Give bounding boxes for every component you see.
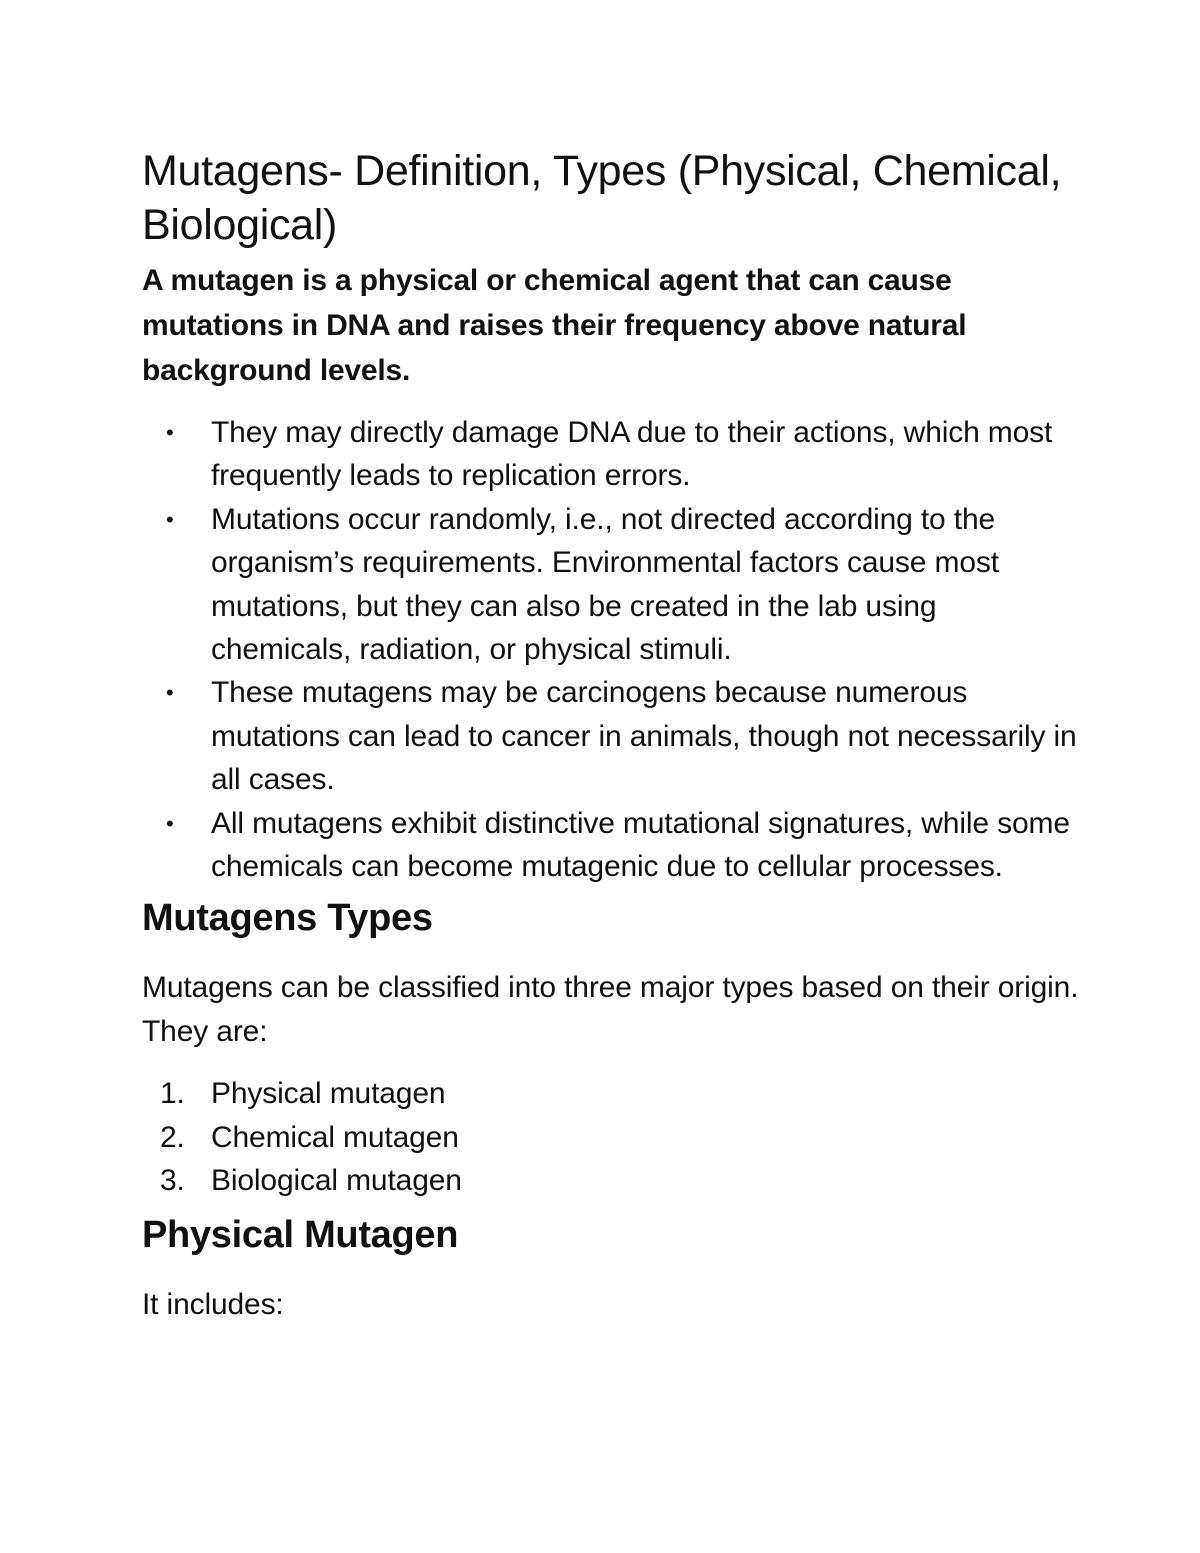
list-number: 3. xyxy=(160,1164,185,1198)
list-item-text: All mutagens exhibit distinctive mutational signatures, while some chemicals can become mutagenic due to cellular processes. xyxy=(211,806,1070,884)
list-item-text: Mutations occur randomly, i.e., not directed according to the organism’s requirements. Environmental factors cause most mutations, but they can also be created in the lab using chemicals, radiation, or physical stimuli. xyxy=(211,502,999,667)
list-item-text: They may directly damage DNA due to their actions, which most frequently leads to replication errors. xyxy=(211,416,1053,493)
list-item xyxy=(142,671,1082,801)
bullet-marker: • xyxy=(166,420,174,445)
numbered-list-item xyxy=(142,1159,1082,1202)
list-item xyxy=(142,411,1082,498)
list-item xyxy=(142,802,1082,889)
bullet-marker: • xyxy=(166,810,174,836)
numbered-list-item xyxy=(142,1116,1082,1159)
bullet-marker: • xyxy=(166,506,174,532)
physical-intro-paragraph: It includes: xyxy=(142,1287,284,1321)
bullet-list xyxy=(142,411,1082,888)
bullet-marker: • xyxy=(166,680,174,706)
definition-paragraph: A mutagen is a physical or chemical agent that can cause mutations in DNA and raises their frequency above natural background levels. xyxy=(142,264,967,387)
list-item xyxy=(142,498,1082,672)
list-item-text: Physical mutagen xyxy=(211,1077,446,1111)
types-intro-paragraph: Mutagens can be classified into three major types based on their origin. They are: xyxy=(142,971,1079,1049)
numbered-list-item xyxy=(142,1072,1082,1115)
list-number: 1. xyxy=(160,1077,185,1111)
section-heading-physical: Physical Mutagen xyxy=(142,1213,459,1256)
section-heading-types: Mutagens Types xyxy=(142,897,433,940)
document-content xyxy=(142,144,1082,1327)
page-title: Mutagens- Definition, Types (Physical, Chemical, Biological) xyxy=(142,147,1062,249)
list-item-text: Biological mutagen xyxy=(211,1164,462,1198)
list-number: 2. xyxy=(160,1120,185,1154)
list-item-text: These mutagens may be carcinogens because numerous mutations can lead to cancer in animals, though not necessarily in all cases. xyxy=(211,676,1077,797)
list-item-text: Chemical mutagen xyxy=(211,1120,459,1154)
types-numbered-list xyxy=(142,1072,1082,1202)
